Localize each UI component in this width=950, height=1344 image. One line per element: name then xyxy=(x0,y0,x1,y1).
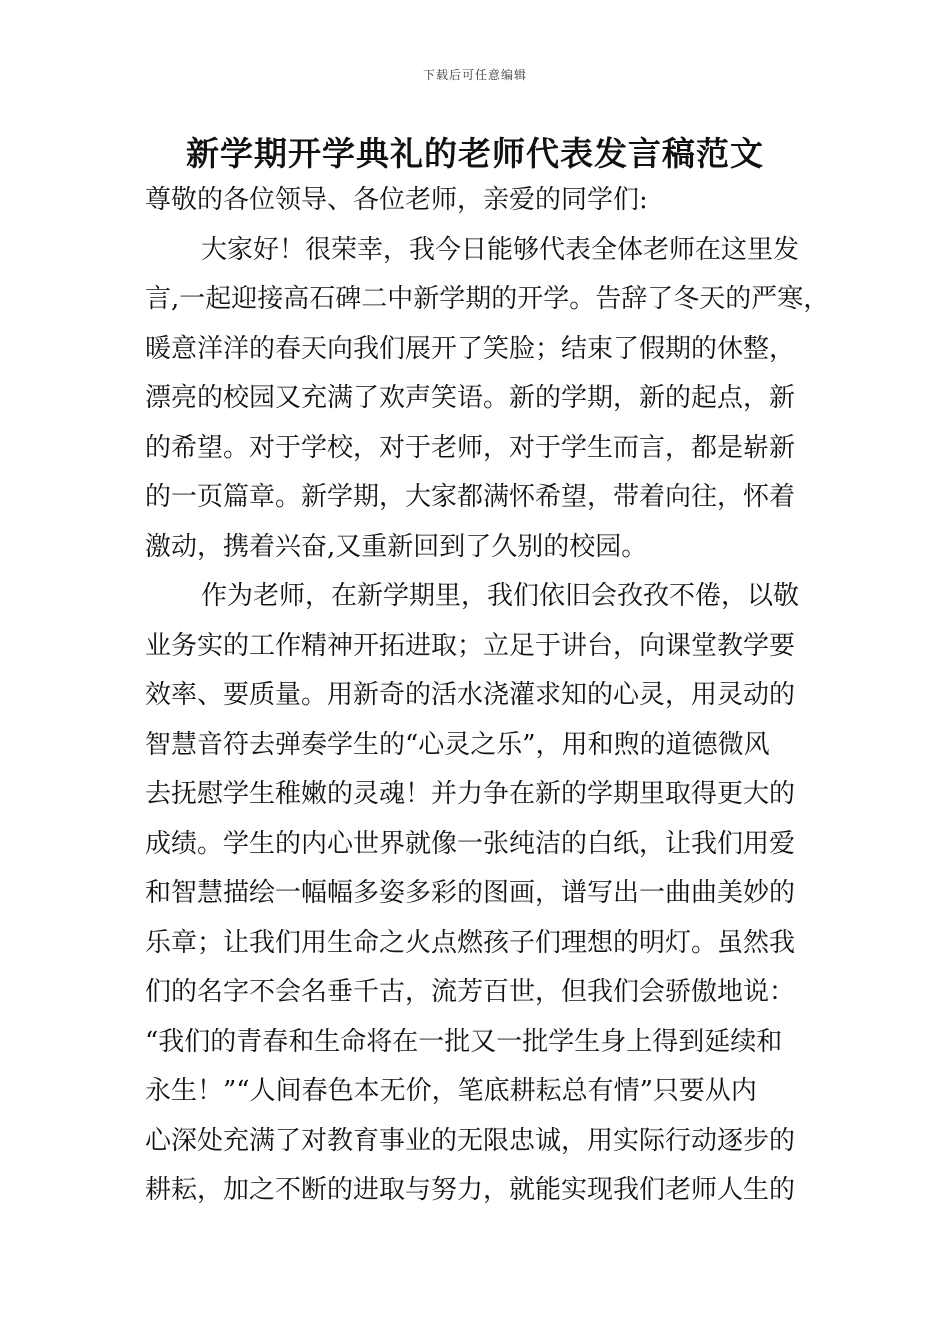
paragraph-2-line: 作为老师，在新学期里，我们依旧会孜孜不倦，以敬 xyxy=(201,581,800,611)
paragraph-2-line: 乐章；让我们用生命之火点燃孩子们理想的明灯。虽然我 xyxy=(145,927,796,958)
paragraph-1-line: 的希望。对于学校，对于老师，对于学生而言，都是崭新 xyxy=(145,432,796,463)
paragraph-1-line: 漂亮的校园又充满了欢声笑语。新的学期，新的起点，新 xyxy=(145,383,796,413)
document-title: 新学期开学典礼的老师代表发言稿范文 xyxy=(186,134,764,173)
salutation-line: 尊敬的各位领导、各位老师，亲爱的同学们: xyxy=(145,185,648,215)
paragraph-2-line: “我们的青春和生命将在一批又一批学生身上得到延续和 xyxy=(145,1026,783,1057)
paragraph-1-line: 激动，携着兴奋,又重新回到了久别的校园。 xyxy=(145,531,648,562)
page-header-note: 下载后可任意编辑 xyxy=(422,68,527,82)
paragraph-2-line: 业务实的工作精神开拓进取；立足于讲台，向课堂教学要 xyxy=(145,630,796,661)
paragraph-1-line: 暖意洋洋的春天向我们展开了笑脸；结束了假期的休整， xyxy=(145,333,796,364)
paragraph-2-line: 和智慧描绘一幅幅多姿多彩的图画，谱写出一曲曲美妙的 xyxy=(145,878,796,908)
paragraph-2-line: 智慧音符去弹奏学生的“心灵之乐”，用和煦的道德微风 xyxy=(145,729,770,760)
document-body xyxy=(145,176,830,1216)
paragraph-2-line: 心深处充满了对教育事业的无限忠诚，用实际行动逐步的 xyxy=(145,1125,796,1156)
paragraph-1-line: 的一页篇章。新学期，大家都满怀希望，带着向往，怀着 xyxy=(145,482,796,512)
paragraph-2-line: 去抚慰学生稚嫩的灵魂！并力争在新的学期里取得更大的 xyxy=(145,779,796,809)
paragraph-1-line: 大家好！很荣幸，我今日能够代表全体老师在这里发 xyxy=(201,234,800,265)
paragraph-2-line: 成绩。学生的内心世界就像一张纯洁的白纸，让我们用爱 xyxy=(145,828,796,859)
paragraph-2-line: 耕耘，加之不断的进取与努力，就能实现我们老师人生的 xyxy=(145,1175,796,1205)
paragraph-1-line: 言,一起迎接高石碑二中新学期的开学。告辞了冬天的严寒， xyxy=(145,284,830,314)
paragraph-2-line: 效率、要质量。用新奇的活水浇灌求知的心灵，用灵动的 xyxy=(145,680,796,710)
paragraph-2-line: 永生！”“人间春色本无价，笔底耕耘总有情”只要从内 xyxy=(145,1076,757,1106)
paragraph-2-line: 们的名字不会名垂千古，流芳百世，但我们会骄傲地说： xyxy=(145,977,796,1007)
